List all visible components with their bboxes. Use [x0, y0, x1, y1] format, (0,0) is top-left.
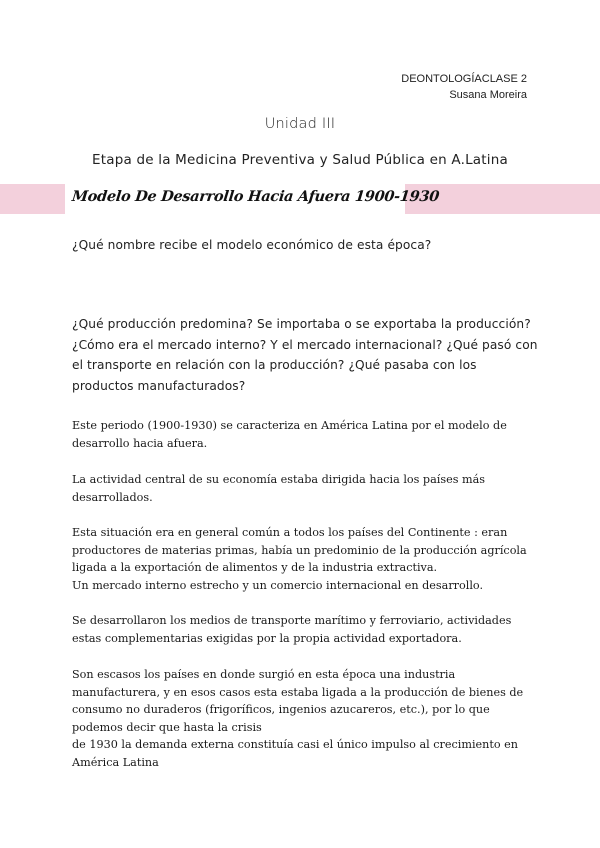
paragraph-line: desarrollo hacia afuera.	[72, 436, 208, 450]
paragraph-line: productores de materias primas, había un predominio de la producción agrícola	[72, 543, 527, 557]
paragraph-period	[72, 417, 532, 452]
paragraph-line: podemos decir que hasta la crisis	[72, 720, 262, 734]
model-title: Modelo De Desarrollo Hacia Afuera 1900-1930	[71, 188, 440, 205]
paragraph-line: Este periodo (1900-1930) se caracteriza en América Latina por el modelo de	[72, 419, 507, 432]
question-line: productos manufacturados?	[72, 378, 246, 393]
highlight-bar-left	[0, 184, 65, 214]
paragraph-line: manufacturera, y en esos casos esta estaba ligada a la producción de bienes de	[72, 685, 524, 699]
paragraph-line: América Latina	[72, 755, 159, 769]
question-line: ¿Cómo era el mercado interno? Y el mercado internacional? ¿Qué pasó con	[72, 337, 538, 352]
paragraph-situation	[72, 524, 532, 594]
paragraph-line: estas complementarias exigidas por la propia actividad exportadora.	[72, 631, 462, 645]
question-line: el transporte en relación con la producción? ¿Qué pasaba con los	[72, 358, 477, 372]
question-economic-model: ¿Qué nombre recibe el modelo económico de esta época?	[72, 238, 432, 252]
paragraph-economy	[72, 471, 532, 506]
paragraph-transport	[72, 612, 532, 647]
paragraph-line: La actividad central de su economía estaba dirigida hacia los países más	[72, 473, 486, 486]
paragraph-line: desarrollados.	[72, 490, 153, 504]
author-name: Susana Moreira	[449, 89, 527, 101]
paragraph-line: Se desarrollaron los medios de transporte marítimo y ferroviario, actividades	[72, 614, 512, 627]
unit-title: Unidad III	[264, 116, 336, 132]
paragraph-line: Un mercado interno estrecho y un comercio internacional en desarrollo.	[72, 578, 484, 592]
paragraph-line: consumo no duraderos (frigoríficos, ingenios azucareros, etc.), por lo que	[72, 703, 490, 716]
course-label: DEONTOLOGÍACLASE 2	[401, 73, 527, 85]
stage-title: Etapa de la Medicina Preventiva y Salud Pública en A.Latina	[92, 152, 508, 168]
model-title-band	[0, 184, 600, 214]
question-line: ¿Qué producción predomina? Se importaba o se exportaba la producción?	[72, 317, 531, 331]
paragraph-line: Esta situación era en general común a todos los países del Continente : eran	[72, 526, 508, 539]
document-header	[401, 71, 527, 103]
question-production	[72, 314, 538, 396]
paragraph-line: Son escasos los países en donde surgió en esta época una industria	[72, 668, 456, 681]
paragraph-line: ligada a la exportación de alimentos y de la industria extractiva.	[72, 561, 438, 574]
paragraph-industry	[72, 666, 532, 771]
paragraph-line: de 1930 la demanda externa constituía casi el único impulso al crecimiento en	[72, 738, 518, 751]
